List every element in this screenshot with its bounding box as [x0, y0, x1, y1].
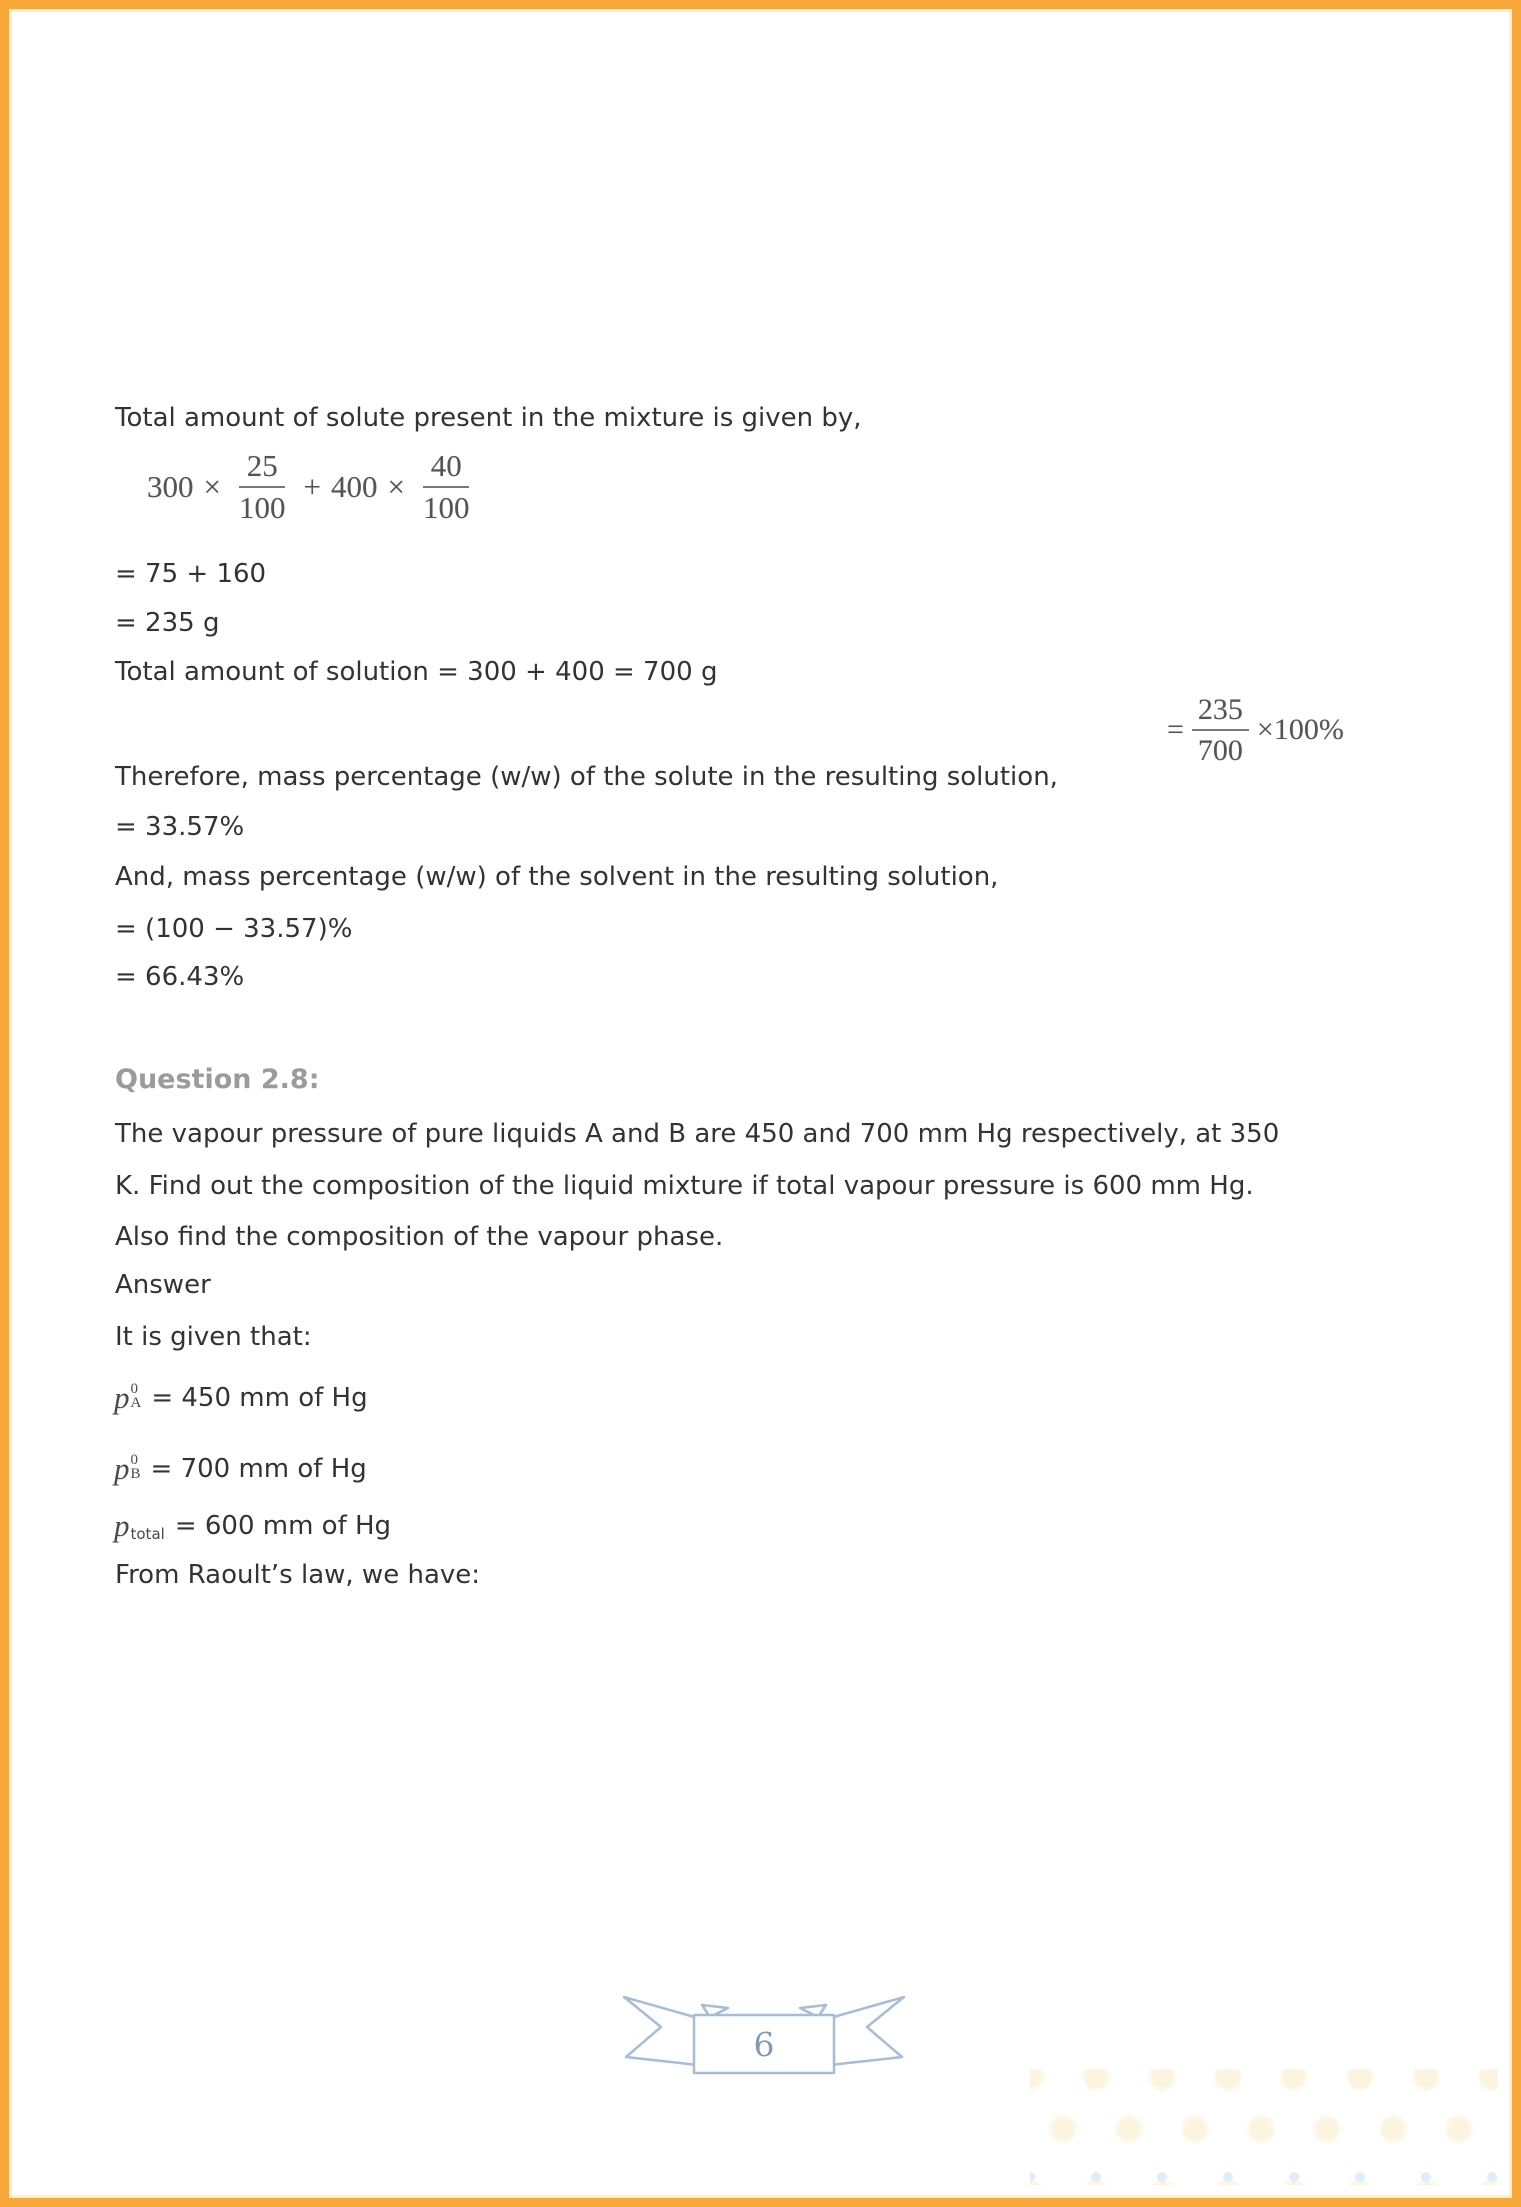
given-label: It is given that: [115, 1322, 312, 1352]
pressure-A-line [114, 1381, 368, 1415]
pressure-B-line [114, 1452, 367, 1486]
p-total-symbol: p total [114, 1509, 165, 1543]
total-solute-line: = 235 g [115, 608, 220, 638]
multiply-sign: × [203, 469, 221, 505]
equals-sign: = [1167, 713, 1184, 746]
intro-line: Total amount of solute present in the mixture is given by, [115, 403, 862, 433]
ribbon-left-tail [624, 1997, 698, 2065]
pressure-total-line [114, 1509, 391, 1543]
p-total-value: = 600 mm of Hg [174, 1511, 392, 1541]
subscript-B: B [130, 1466, 141, 1482]
solvent-pct-expr: = (100 − 33.57)% [115, 914, 353, 944]
subscript-A: A [130, 1395, 142, 1411]
total-solute-formula [147, 449, 477, 525]
fraction-25-100 [239, 449, 286, 525]
page-number: 6 [753, 2025, 775, 2064]
watermark-pattern [1030, 2069, 1498, 2185]
p-A-symbol: p 0 A [114, 1380, 142, 1415]
mass-pct-solvent-line: And, mass percentage (w/w) of the solvent in the resulting solution, [115, 862, 999, 892]
fraction-denominator: 100 [238, 490, 286, 526]
times-100-percent: ×100% [1256, 713, 1344, 746]
question-body-line: K. Find out the composition of the liquid mixture if total vapour pressure is 600 mm Hg. [115, 1171, 1254, 1201]
question-body-line: The vapour pressure of pure liquids A and B are 450 and 700 mm Hg respectively, at 350 [115, 1119, 1280, 1149]
ribbon-right-tail [830, 1997, 904, 2065]
formula-term1-coeff: 300 [147, 469, 194, 505]
sum-line: = 75 + 160 [115, 559, 267, 589]
superscript-zero: 0 [130, 1381, 138, 1397]
fraction-numerator: 235 [1192, 693, 1249, 731]
p-A-value: = 450 mm of Hg [151, 1383, 368, 1413]
p-B-symbol: p 0 B [114, 1451, 141, 1486]
solvent-pct-value: = 66.43% [115, 962, 245, 992]
question-body-line: Also find the composition of the vapour phase. [115, 1222, 724, 1252]
mass-pct-solute-line: Therefore, mass percentage (w/w) of the solute in the resulting solution, [115, 762, 1058, 792]
plus-sign: + [303, 469, 321, 505]
answer-label: Answer [115, 1270, 211, 1300]
mass-percentage-fraction [1167, 693, 1344, 767]
fraction-numerator: 40 [423, 449, 470, 488]
subscript-total: total [130, 1525, 165, 1543]
page-number-ribbon [614, 1981, 914, 2101]
multiply-sign: × [387, 469, 405, 505]
fraction-denominator: 700 [1197, 734, 1243, 767]
raoult-line: From Raoult’s law, we have: [115, 1560, 481, 1590]
fraction-40-100 [423, 449, 470, 525]
fraction-denominator: 100 [422, 490, 470, 526]
formula-term2-coeff: 400 [330, 469, 378, 505]
fraction-numerator: 25 [239, 449, 286, 488]
question-heading: Question 2.8: [115, 1064, 320, 1095]
fraction-235-700 [1192, 693, 1249, 767]
superscript-zero: 0 [130, 1452, 138, 1468]
total-solution-line: Total amount of solution = 300 + 400 = 700 g [115, 657, 718, 687]
p-B-value: = 700 mm of Hg [150, 1454, 367, 1484]
solute-pct-value: = 33.57% [115, 812, 245, 842]
